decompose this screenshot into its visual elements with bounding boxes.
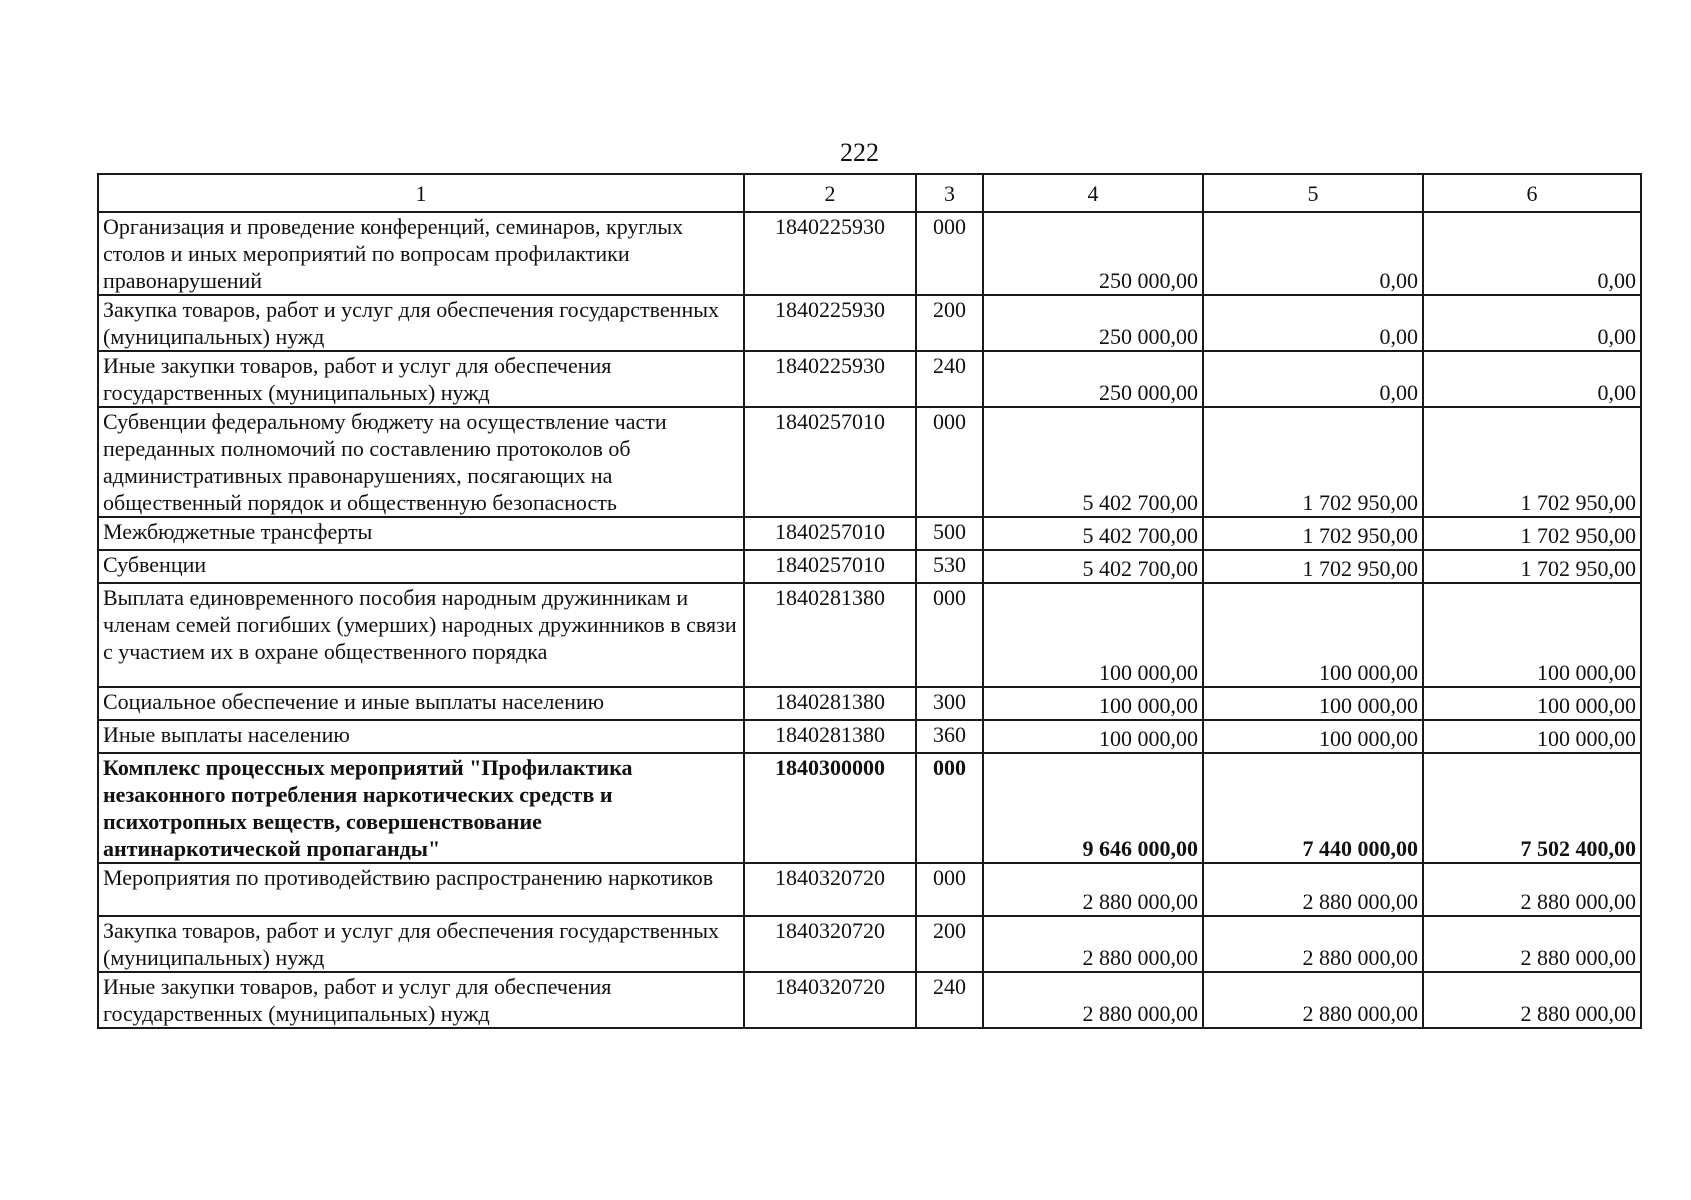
row-value-col4: 100 000,00 [983,583,1203,687]
row-code-cell: 1840225930 [744,212,916,295]
row-value-col4: 5 402 700,00 [983,407,1203,517]
row-kind-cell: 530 [916,550,983,583]
row-value-col4: 100 000,00 [983,687,1203,720]
row-value-col6: 2 880 000,00 [1423,863,1641,916]
row-kind-cell: 240 [916,972,983,1028]
row-name-cell: Организация и проведение конференций, семинаров, круглых столов и иных мероприятий по вопросам профилактики правонарушений [98,212,744,295]
row-value-col6: 0,00 [1423,212,1641,295]
row-value-col6: 7 502 400,00 [1423,753,1641,863]
budget-table [97,173,1642,1029]
row-code-cell: 1840225930 [744,351,916,407]
row-code-cell: 1840281380 [744,687,916,720]
row-value-col5: 7 440 000,00 [1203,753,1423,863]
row-value-col4: 250 000,00 [983,351,1203,407]
table-row [98,407,1641,517]
row-kind-cell: 200 [916,295,983,351]
row-value-col4: 250 000,00 [983,212,1203,295]
row-name-cell: Закупка товаров, работ и услуг для обеспечения государственных (муниципальных) нужд [98,295,744,351]
column-header-3: 3 [916,174,983,212]
row-name-cell: Иные закупки товаров, работ и услуг для обеспечения государственных (муниципальных) нужд [98,972,744,1028]
column-header-2: 2 [744,174,916,212]
row-name-cell: Иные выплаты населению [98,720,744,753]
table-row [98,687,1641,720]
row-name-cell: Субвенции [98,550,744,583]
row-value-col4: 2 880 000,00 [983,916,1203,972]
row-value-col6: 1 702 950,00 [1423,407,1641,517]
row-value-col4: 5 402 700,00 [983,550,1203,583]
row-value-col6: 100 000,00 [1423,583,1641,687]
row-value-col5: 100 000,00 [1203,720,1423,753]
row-name-cell: Иные закупки товаров, работ и услуг для обеспечения государственных (муниципальных) нужд [98,351,744,407]
row-kind-cell: 300 [916,687,983,720]
row-kind-cell: 000 [916,407,983,517]
table-row [98,517,1641,550]
column-header-5: 5 [1203,174,1423,212]
column-header-4: 4 [983,174,1203,212]
row-kind-cell: 000 [916,753,983,863]
row-code-cell: 1840320720 [744,916,916,972]
row-code-cell: 1840257010 [744,550,916,583]
table-row [98,351,1641,407]
row-code-cell: 1840281380 [744,720,916,753]
table-row [98,212,1641,295]
row-value-col5: 0,00 [1203,351,1423,407]
row-kind-cell: 240 [916,351,983,407]
row-value-col4: 9 646 000,00 [983,753,1203,863]
table-row [98,583,1641,687]
row-kind-cell: 200 [916,916,983,972]
row-kind-cell: 000 [916,212,983,295]
row-code-cell: 1840300000 [744,753,916,863]
row-value-col6: 0,00 [1423,295,1641,351]
row-kind-cell: 000 [916,583,983,687]
row-value-col5: 2 880 000,00 [1203,972,1423,1028]
row-value-col6: 1 702 950,00 [1423,517,1641,550]
column-header-6: 6 [1423,174,1641,212]
row-code-cell: 1840257010 [744,517,916,550]
row-value-col5: 1 702 950,00 [1203,550,1423,583]
row-value-col5: 1 702 950,00 [1203,407,1423,517]
row-kind-cell: 500 [916,517,983,550]
row-name-cell: Социальное обеспечение и иные выплаты населению [98,687,744,720]
row-value-col4: 5 402 700,00 [983,517,1203,550]
row-value-col6: 100 000,00 [1423,720,1641,753]
row-code-cell: 1840281380 [744,583,916,687]
row-value-col6: 2 880 000,00 [1423,916,1641,972]
row-value-col4: 250 000,00 [983,295,1203,351]
row-value-col6: 2 880 000,00 [1423,972,1641,1028]
row-code-cell: 1840225930 [744,295,916,351]
row-value-col5: 2 880 000,00 [1203,916,1423,972]
row-value-col5: 1 702 950,00 [1203,517,1423,550]
row-value-col4: 100 000,00 [983,720,1203,753]
table-row [98,972,1641,1028]
row-name-cell: Мероприятия по противодействию распространению наркотиков [98,863,744,916]
row-value-col5: 100 000,00 [1203,583,1423,687]
row-value-col6: 1 702 950,00 [1423,550,1641,583]
row-kind-cell: 000 [916,863,983,916]
row-kind-cell: 360 [916,720,983,753]
row-name-cell: Межбюджетные трансферты [98,517,744,550]
page-number: 222 [840,138,879,167]
row-code-cell: 1840257010 [744,407,916,517]
row-value-col4: 2 880 000,00 [983,972,1203,1028]
row-name-cell: Комплекс процессных мероприятий "Профилактика незаконного потребления наркотических средств и психотропных веществ, совершенствование антинаркотической пропаганды" [98,753,744,863]
table-row [98,720,1641,753]
table-header-row [98,174,1641,212]
row-value-col5: 2 880 000,00 [1203,863,1423,916]
table-row [98,753,1641,863]
column-header-1: 1 [98,174,744,212]
row-value-col5: 0,00 [1203,212,1423,295]
row-name-cell: Субвенции федеральному бюджету на осуществление части переданных полномочий по составлению протоколов об административных правонарушениях, посягающих на общественный порядок и общественную безопасность [98,407,744,517]
row-value-col5: 100 000,00 [1203,687,1423,720]
row-value-col4: 2 880 000,00 [983,863,1203,916]
table-row [98,863,1641,916]
table-row [98,550,1641,583]
row-name-cell: Закупка товаров, работ и услуг для обеспечения государственных (муниципальных) нужд [98,916,744,972]
table-row [98,916,1641,972]
table-row [98,295,1641,351]
row-code-cell: 1840320720 [744,863,916,916]
row-value-col5: 0,00 [1203,295,1423,351]
row-name-cell: Выплата единовременного пособия народным дружинникам и членам семей погибших (умерших) народных дружинников в связи с участием их в охране общественного порядка [98,583,744,687]
row-value-col6: 0,00 [1423,351,1641,407]
row-code-cell: 1840320720 [744,972,916,1028]
row-value-col6: 100 000,00 [1423,687,1641,720]
